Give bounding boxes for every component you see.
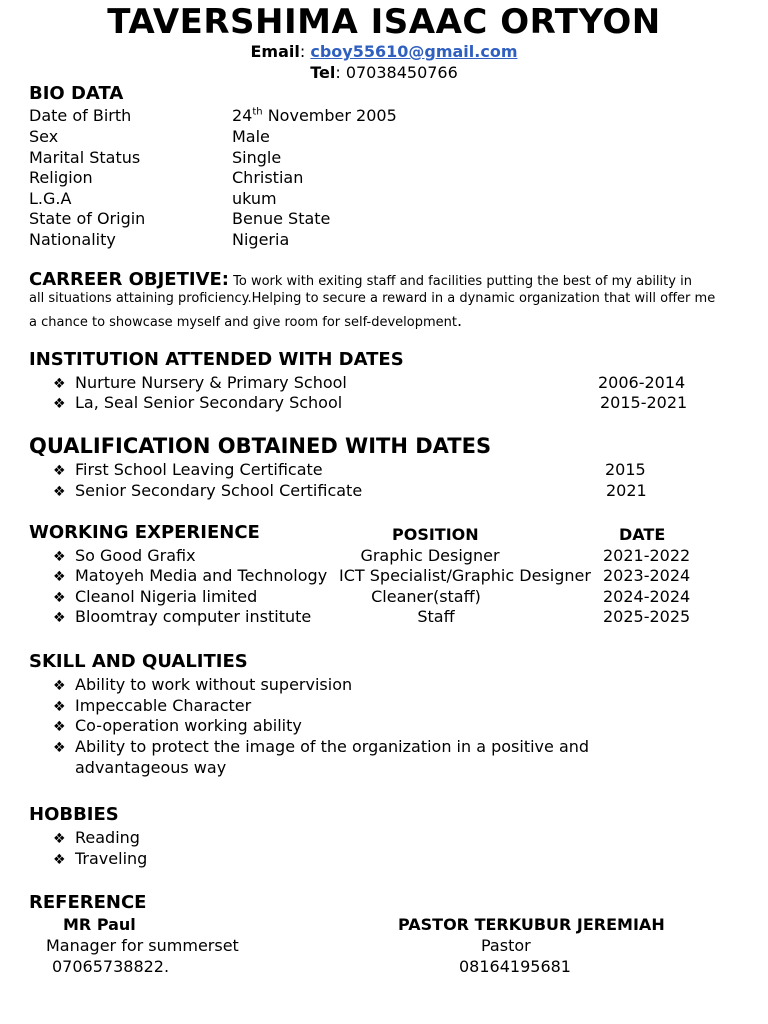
experience-position: Cleaner(staff) (371, 587, 481, 606)
bullet-icon: ❖ (53, 590, 66, 606)
objective-text: To work with exiting staff and facilities putting the best of my ability in (229, 274, 692, 289)
institution-date: 2006-2014 (598, 373, 686, 392)
email-label: Email (250, 42, 300, 61)
tel-label: Tel (310, 63, 336, 82)
date-column-header: DATE (619, 525, 666, 544)
reference-heading: REFERENCE (29, 892, 147, 913)
reference-right-role: Pastor (481, 936, 531, 955)
list-item: ❖ La, Seal Senior Secondary School (53, 393, 343, 412)
skills-heading: SKILL AND QUALITIES (29, 651, 248, 672)
bio-value: Male (232, 127, 270, 146)
institutions-heading: INSTITUTION ATTENDED WITH DATES (29, 349, 404, 370)
bio-value: Christian (232, 168, 304, 187)
position-column-header: POSITION (392, 525, 479, 544)
cv-name: TAVERSHIMA ISAAC ORTYON (107, 2, 661, 42)
list-item: ❖ Reading (53, 828, 140, 847)
list-item: ❖ First School Leaving Certificate (53, 460, 323, 479)
list-item: ❖ Impeccable Character (53, 696, 252, 715)
experience-heading: WORKING EXPERIENCE (29, 522, 260, 543)
email-line: Email: cboy55610@gmail.com (250, 42, 518, 61)
reference-right-phone: 08164195681 (459, 957, 571, 976)
bullet-icon: ❖ (53, 610, 66, 626)
bio-value: Single (232, 148, 282, 167)
experience-position: ICT Specialist/Graphic Designer (339, 566, 591, 585)
reference-left-phone: 07065738822. (52, 957, 170, 976)
bullet-icon: ❖ (53, 740, 66, 756)
objective-line-1 (29, 269, 692, 290)
bio-heading: BIO DATA (29, 83, 124, 104)
bio-label: Marital Status (29, 148, 141, 167)
tel-value: 07038450766 (345, 63, 458, 82)
bio-label: Nationality (29, 230, 116, 249)
bullet-icon: ❖ (53, 376, 66, 392)
experience-date: 2021-2022 (603, 546, 691, 565)
experience-date: 2025-2025 (603, 607, 691, 626)
hobbies-heading: HOBBIES (29, 804, 119, 825)
reference-left-role: Manager for summerset (46, 936, 239, 955)
reference-left-name: MR Paul (63, 915, 136, 934)
bio-value: Benue State (232, 209, 331, 228)
objective-line-3: a chance to showcase myself and give room for self-development. (29, 311, 463, 330)
objective-line-2: all situations attaining proficiency.Helping to secure a reward in a dynamic organization that will offer me (29, 291, 716, 306)
bio-label: Date of Birth (29, 106, 132, 125)
bio-label: Sex (29, 127, 59, 146)
experience-date: 2024-2024 (603, 587, 691, 606)
objective-heading: CARREER OBJETIVE: (29, 269, 229, 290)
bullet-icon: ❖ (53, 549, 66, 565)
qualification-date: 2021 (606, 481, 647, 500)
experience-date: 2023-2024 (603, 566, 691, 585)
list-item: ❖ Bloomtray computer institute (53, 607, 312, 626)
skill-continuation: advantageous way (75, 758, 227, 777)
bio-value-dob: 24th November 2005 (232, 106, 397, 125)
list-item: ❖ Ability to work without supervision (53, 675, 353, 694)
list-item: ❖ Co-operation working ability (53, 716, 302, 735)
email-link[interactable]: cboy55610@gmail.com (310, 42, 518, 61)
bullet-icon: ❖ (53, 719, 66, 735)
experience-position: Staff (417, 607, 455, 626)
bullet-icon: ❖ (53, 463, 66, 479)
bullet-icon: ❖ (53, 484, 66, 500)
list-item: ❖ Matoyeh Media and Technology (53, 566, 328, 585)
bullet-icon: ❖ (53, 831, 66, 847)
list-item: ❖ So Good Grafix (53, 546, 196, 565)
tel-line: Tel: 07038450766 (310, 63, 458, 82)
institution-date: 2015-2021 (600, 393, 688, 412)
bio-label: L.G.A (29, 189, 72, 208)
bullet-icon: ❖ (53, 396, 66, 412)
list-item: ❖ Traveling (53, 849, 148, 868)
qualifications-heading: QUALIFICATION OBTAINED WITH DATES (29, 434, 492, 458)
qualification-date: 2015 (605, 460, 646, 479)
bullet-icon: ❖ (53, 852, 66, 868)
experience-position: Graphic Designer (360, 546, 500, 565)
bullet-icon: ❖ (53, 569, 66, 585)
bio-label: Religion (29, 168, 93, 187)
list-item: ❖ Nurture Nursery & Primary School (53, 373, 347, 392)
bullet-icon: ❖ (53, 678, 66, 694)
list-item: ❖ Ability to protect the image of the organization in a positive and (53, 737, 590, 756)
list-item: ❖ Cleanol Nigeria limited (53, 587, 258, 606)
bio-value: Nigeria (232, 230, 290, 249)
bio-label: State of Origin (29, 209, 146, 228)
bio-value: ukum (232, 189, 277, 208)
reference-right-name: PASTOR TERKUBUR JEREMIAH (398, 915, 665, 934)
bullet-icon: ❖ (53, 699, 66, 715)
list-item: ❖ Senior Secondary School Certificate (53, 481, 363, 500)
